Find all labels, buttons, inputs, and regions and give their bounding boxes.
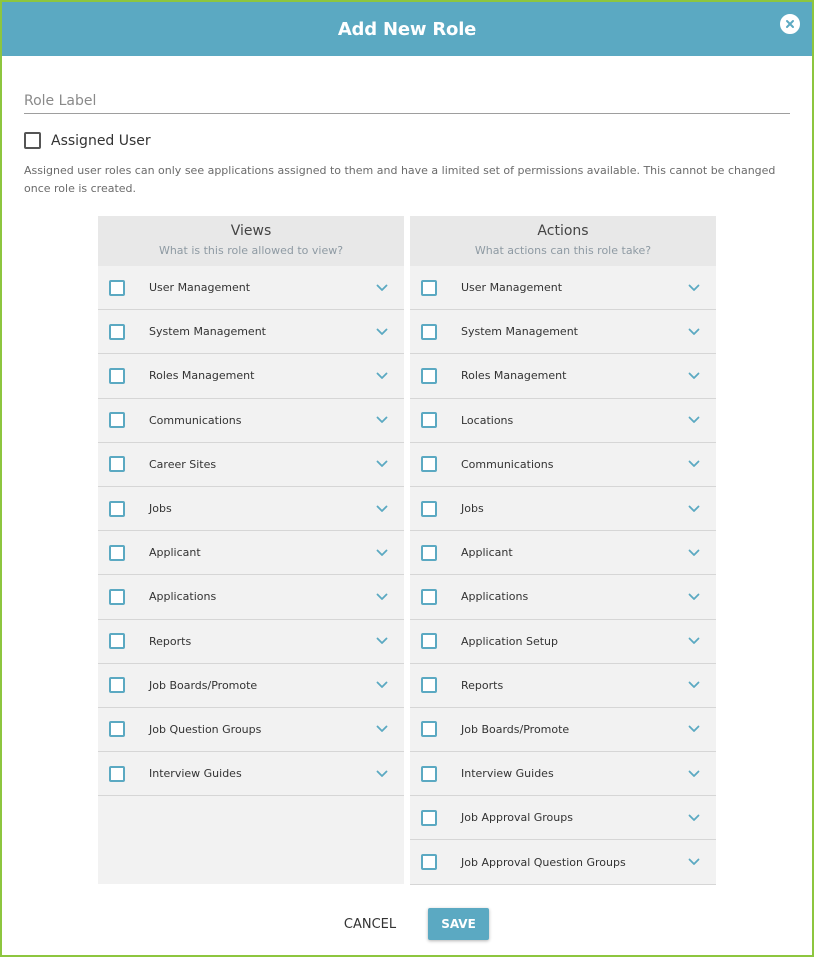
actions-subtitle: What actions can this role take? xyxy=(474,244,652,257)
cancel-button[interactable]: CANCEL xyxy=(332,908,408,940)
assigned-user-label: Assigned User xyxy=(51,132,151,149)
chevron-down-icon[interactable] xyxy=(688,284,700,292)
actions-item-row[interactable] xyxy=(410,620,716,664)
actions-item-label: Jobs xyxy=(461,502,484,516)
views-item-checkbox[interactable] xyxy=(109,280,125,296)
actions-item-row[interactable] xyxy=(410,531,716,575)
views-item-label: Applicant xyxy=(149,546,201,560)
views-item-checkbox[interactable] xyxy=(109,766,125,782)
dialog-title: Add New Role xyxy=(337,18,477,40)
actions-item-label: Applications xyxy=(461,590,529,604)
actions-item-label: System Management xyxy=(461,325,578,339)
views-item-checkbox[interactable] xyxy=(109,456,125,472)
views-item-label: Career Sites xyxy=(149,457,217,471)
actions-item-label: Job Approval Groups xyxy=(461,811,573,825)
save-button[interactable]: SAVE xyxy=(428,908,489,940)
actions-item-checkbox[interactable] xyxy=(421,545,437,561)
close-button[interactable] xyxy=(780,14,800,34)
chevron-down-icon[interactable] xyxy=(376,637,388,645)
actions-item-checkbox[interactable] xyxy=(421,721,437,737)
chevron-down-icon[interactable] xyxy=(688,681,700,689)
chevron-down-icon[interactable] xyxy=(376,372,388,380)
actions-item-row[interactable] xyxy=(410,266,716,310)
views-item-label: User Management xyxy=(149,281,251,295)
actions-item-row[interactable] xyxy=(410,310,716,354)
views-item-label: Job Question Groups xyxy=(149,722,262,736)
actions-item-label: Application Setup xyxy=(461,634,558,648)
views-item-checkbox[interactable] xyxy=(109,721,125,737)
actions-item-checkbox[interactable] xyxy=(421,456,437,472)
chevron-down-icon[interactable] xyxy=(688,858,700,866)
views-item-row[interactable] xyxy=(98,664,404,708)
views-item-label: Job Boards/Promote xyxy=(149,678,258,692)
actions-item-label: Communications xyxy=(461,457,554,471)
actions-item-checkbox[interactable] xyxy=(421,324,437,340)
chevron-down-icon[interactable] xyxy=(688,549,700,557)
actions-item-row[interactable] xyxy=(410,487,716,531)
actions-item-label: Job Approval Question Groups xyxy=(461,855,626,869)
actions-list xyxy=(410,266,716,885)
chevron-down-icon[interactable] xyxy=(688,372,700,380)
actions-item-checkbox[interactable] xyxy=(421,810,437,826)
chevron-down-icon[interactable] xyxy=(376,725,388,733)
actions-item-row[interactable] xyxy=(410,443,716,487)
views-item-label: Interview Guides xyxy=(149,767,242,781)
chevron-down-icon[interactable] xyxy=(688,814,700,822)
actions-title: Actions xyxy=(537,223,589,239)
role-label-input[interactable] xyxy=(24,88,790,114)
close-icon xyxy=(785,19,795,29)
chevron-down-icon[interactable] xyxy=(688,637,700,645)
actions-item-checkbox[interactable] xyxy=(421,368,437,384)
actions-item-row[interactable] xyxy=(410,575,716,619)
views-item-row[interactable] xyxy=(98,531,404,575)
views-item-checkbox[interactable] xyxy=(109,589,125,605)
views-item-row[interactable] xyxy=(98,443,404,487)
chevron-down-icon[interactable] xyxy=(688,725,700,733)
chevron-down-icon[interactable] xyxy=(688,505,700,513)
views-item-row[interactable] xyxy=(98,487,404,531)
views-item-checkbox[interactable] xyxy=(109,324,125,340)
actions-item-label: Applicant xyxy=(461,546,513,560)
actions-item-checkbox[interactable] xyxy=(421,589,437,605)
actions-item-label: Job Boards/Promote xyxy=(461,722,570,736)
chevron-down-icon[interactable] xyxy=(688,328,700,336)
chevron-down-icon[interactable] xyxy=(688,460,700,468)
views-panel-header xyxy=(98,216,404,266)
actions-item-checkbox[interactable] xyxy=(421,280,437,296)
views-item-label: Roles Management xyxy=(149,369,255,383)
actions-item-row[interactable] xyxy=(410,399,716,443)
views-item-checkbox[interactable] xyxy=(109,501,125,517)
views-item-checkbox[interactable] xyxy=(109,368,125,384)
views-list xyxy=(98,266,404,796)
chevron-down-icon[interactable] xyxy=(688,593,700,601)
actions-item-row[interactable] xyxy=(410,796,716,840)
actions-item-row[interactable] xyxy=(410,752,716,796)
actions-item-label: Interview Guides xyxy=(461,767,554,781)
views-item-row[interactable] xyxy=(98,708,404,752)
views-item-checkbox[interactable] xyxy=(109,677,125,693)
actions-item-label: User Management xyxy=(461,281,563,295)
actions-item-checkbox[interactable] xyxy=(421,854,437,870)
views-item-checkbox[interactable] xyxy=(109,545,125,561)
views-item-label: Jobs xyxy=(149,502,172,516)
actions-item-checkbox[interactable] xyxy=(421,677,437,693)
chevron-down-icon[interactable] xyxy=(376,416,388,424)
chevron-down-icon[interactable] xyxy=(688,770,700,778)
chevron-down-icon[interactable] xyxy=(376,505,388,513)
actions-panel-header xyxy=(410,216,716,266)
chevron-down-icon[interactable] xyxy=(376,549,388,557)
views-item-label: Communications xyxy=(149,413,242,427)
views-title: Views xyxy=(230,223,272,239)
chevron-down-icon[interactable] xyxy=(376,681,388,689)
dialog-header xyxy=(2,2,812,56)
views-item-row[interactable] xyxy=(98,620,404,664)
views-item-row[interactable] xyxy=(98,266,404,310)
views-item-row[interactable] xyxy=(98,310,404,354)
views-item-checkbox[interactable] xyxy=(109,633,125,649)
actions-item-row[interactable] xyxy=(410,708,716,752)
chevron-down-icon[interactable] xyxy=(376,770,388,778)
views-item-row[interactable] xyxy=(98,575,404,619)
assigned-user-info-text: Assigned user roles can only see applications assigned to them and have a limited set of permissions available. This cannot be changed once role is created. xyxy=(24,164,776,195)
chevron-down-icon[interactable] xyxy=(376,593,388,601)
actions-item-checkbox[interactable] xyxy=(421,766,437,782)
views-item-row[interactable] xyxy=(98,752,404,796)
actions-item-checkbox[interactable] xyxy=(421,412,437,428)
actions-item-row[interactable] xyxy=(410,664,716,708)
views-panel xyxy=(98,216,404,884)
views-subtitle: What is this role allowed to view? xyxy=(158,244,344,257)
actions-item-row[interactable] xyxy=(410,840,716,884)
actions-item-row[interactable] xyxy=(410,354,716,398)
actions-panel xyxy=(410,216,716,884)
views-item-checkbox[interactable] xyxy=(109,412,125,428)
chevron-down-icon[interactable] xyxy=(376,328,388,336)
actions-item-checkbox[interactable] xyxy=(421,633,437,649)
actions-item-label: Locations xyxy=(461,413,514,427)
views-item-label: System Management xyxy=(149,325,266,339)
views-item-label: Reports xyxy=(149,634,192,648)
actions-item-checkbox[interactable] xyxy=(421,501,437,517)
actions-item-label: Roles Management xyxy=(461,369,567,383)
chevron-down-icon[interactable] xyxy=(376,460,388,468)
assigned-user-checkbox[interactable] xyxy=(24,132,41,149)
views-item-label: Applications xyxy=(149,590,217,604)
actions-item-label: Reports xyxy=(461,678,504,692)
views-item-row[interactable] xyxy=(98,399,404,443)
assigned-user-checkbox-row[interactable] xyxy=(24,132,151,149)
views-item-row[interactable] xyxy=(98,354,404,398)
chevron-down-icon[interactable] xyxy=(688,416,700,424)
chevron-down-icon[interactable] xyxy=(376,284,388,292)
